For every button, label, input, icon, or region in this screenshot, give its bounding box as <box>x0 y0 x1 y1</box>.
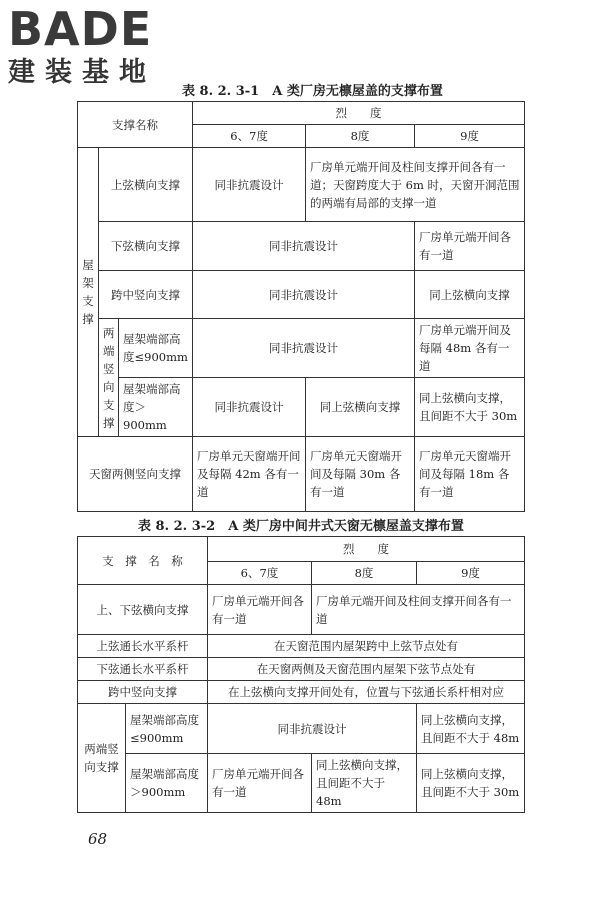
cell-value: 厂房单元天窗端开间及每隔 18m 各有一道 <box>415 437 525 512</box>
cell-value: 在上弦横向支撑开间处有，位置与下弦通长系杆相对应 <box>208 681 525 704</box>
row-name: 屋架端部高度≤900mm <box>126 704 208 754</box>
cell-value: 同上弦横向支撑，且间距不大于 30m <box>415 378 525 437</box>
logo-wordmark: BADE <box>8 2 153 56</box>
row-name: 屋架端部高度＞900mm <box>126 754 208 813</box>
header-intensity-9: 9度 <box>415 125 525 148</box>
cell-value: 同非抗震设计 <box>193 148 306 222</box>
cell-value: 厂房单元端开间及柱间支撑开间各有一道；天窗跨度大于 6m 时，天窗开洞范围的两端有局部的支撑一道 <box>306 148 525 222</box>
row-name: 屋架端部高度＞900mm <box>119 378 193 437</box>
cell-value: 同上弦横向支撑 <box>306 378 415 437</box>
header-brace-name: 支撑名称 <box>78 102 193 148</box>
cell-value: 厂房单元端开间各有一道 <box>415 222 525 271</box>
table1-caption: 表 8. 2. 3-1 A 类厂房无檩屋盖的支撑布置 <box>182 84 443 99</box>
row-name: 天窗两侧竖向支撑 <box>78 437 193 512</box>
header-intensity-9: 9度 <box>417 562 525 585</box>
row-name: 跨中竖向支撑 <box>99 271 193 319</box>
row-name: 跨中竖向支撑 <box>78 681 208 704</box>
page-number: 68 <box>88 830 108 848</box>
header-intensity-6-7: 6、7度 <box>208 562 312 585</box>
table2-caption: 表 8. 2. 3-2 A 类厂房中间井式天窗无檩屋盖支撑布置 <box>138 519 464 534</box>
cell-value: 厂房单元端开间各有一道 <box>208 585 312 635</box>
row-name: 上弦通长水平系杆 <box>78 635 208 658</box>
header-intensity: 烈 度 <box>193 102 525 125</box>
row-name: 下弦横向支撑 <box>99 222 193 271</box>
table-a-purlinless-roof-bracing <box>77 101 525 512</box>
row-name: 上、下弦横向支撑 <box>78 585 208 635</box>
cell-value: 厂房单元端开间及柱间支撑开间各有一道 <box>312 585 525 635</box>
logo-subtitle: 建装基地 <box>8 57 156 88</box>
cell-value: 同非抗震设计 <box>193 319 415 378</box>
cell-value: 同非抗震设计 <box>193 378 306 437</box>
cell-value: 厂房单元天窗端开间及每隔 42m 各有一道 <box>193 437 306 512</box>
cell-value: 在天窗范围内屋架跨中上弦节点处有 <box>208 635 525 658</box>
row-name: 屋架端部高度≤900mm <box>119 319 193 378</box>
cell-value: 同上弦横向支撑，且间距不大于 48m <box>312 754 417 813</box>
header-brace-name: 支 撑 名 称 <box>78 537 208 585</box>
cell-value: 厂房单元端开间及每隔 48m 各有一道 <box>415 319 525 378</box>
cell-value: 厂房单元天窗端开间及每隔 30m 各有一道 <box>306 437 415 512</box>
group-end-vertical-bracing: 两端竖向支撑 <box>99 319 119 437</box>
cell-value: 厂房单元端开间各有一道 <box>208 754 312 813</box>
table-a-well-skylight-bracing <box>77 536 525 813</box>
publisher-logo <box>8 4 178 90</box>
header-intensity: 烈 度 <box>208 537 525 562</box>
group-end-vertical-bracing: 两端竖向支撑 <box>78 704 126 813</box>
cell-value: 同上弦横向支撑 <box>415 271 525 319</box>
cell-value: 同非抗震设计 <box>193 222 415 271</box>
group-roof-truss-bracing: 屋架支撑 <box>78 148 99 437</box>
row-name: 上弦横向支撑 <box>99 148 193 222</box>
cell-value: 同非抗震设计 <box>193 271 415 319</box>
cell-value: 同非抗震设计 <box>208 704 417 754</box>
header-intensity-6-7: 6、7度 <box>193 125 306 148</box>
cell-value: 在天窗两侧及天窗范围内屋架下弦节点处有 <box>208 658 525 681</box>
cell-value: 同上弦横向支撑，且间距不大于 48m <box>417 704 525 754</box>
cell-value: 同上弦横向支撑，且间距不大于 30m <box>417 754 525 813</box>
row-name: 下弦通长水平系杆 <box>78 658 208 681</box>
header-intensity-8: 8度 <box>306 125 415 148</box>
header-intensity-8: 8度 <box>312 562 417 585</box>
